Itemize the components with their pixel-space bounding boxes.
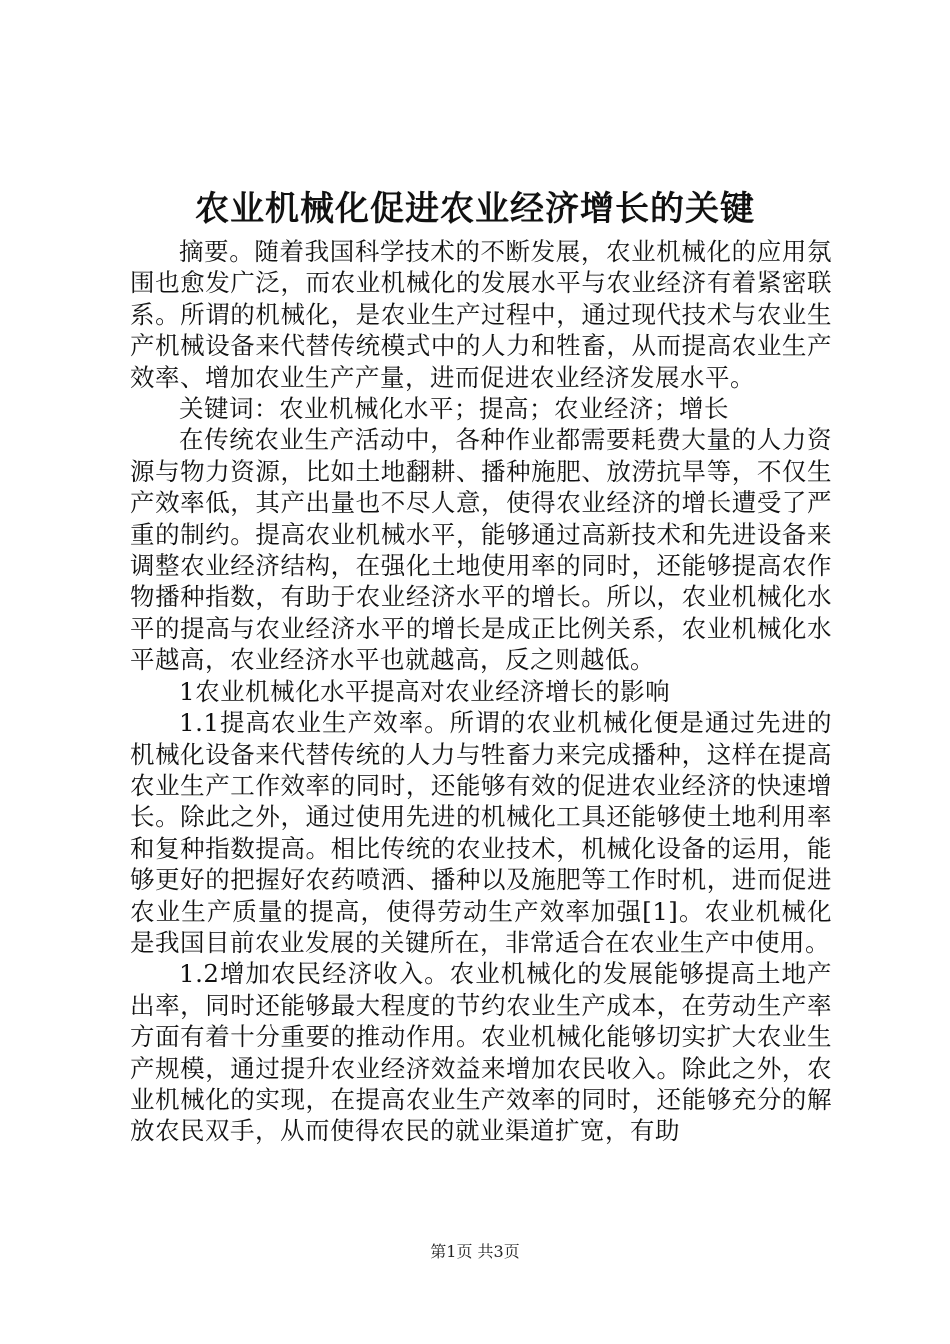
section-heading: 1农业机械化水平提高对农业经济增长的影响 xyxy=(179,676,671,706)
subsection-paragraph-1-1: 1.1提高农业生产效率。所谓的农业机械化便是通过先进的机械化设备来代替传统的人力与牲畜力来完成播种，这样在提高农业生产工作效率的同时，还能够有效的促进农业经济的快速增长。除此之外，通过使用先进的机械化工具还能够使土地利用率和复种指数提高。相比传统的农业技术，机械化设备的运用，能够更好的把握好农药喷洒、播种以及施肥等工作时机，进而促进农业生产质量的提高，使得劳动生产效率加强[1]。农业机械化是我国目前农业发展的关键所在，非常适合在农业生产中使用。 xyxy=(130,708,832,957)
keywords-paragraph: 关键词：农业机械化水平；提高；农业经济；增长 xyxy=(179,394,729,424)
document-body xyxy=(130,236,832,1147)
page-footer: 第1页 共3页 xyxy=(430,1242,520,1261)
abstract-paragraph: 摘要。随着我国科学技术的不断发展，农业机械化的应用氛围也愈发广泛，而农业机械化的发展水平与农业经济有着紧密联系。所谓的机械化，是农业生产过程中，通过现代技术与农业生产机械设备来代替传统模式中的人力和牲畜，从而提高农业生产效率、增加农业生产产量，进而促进农业经济发展水平。 xyxy=(130,237,832,392)
intro-paragraph: 在传统农业生产活动中，各种作业都需要耗费大量的人力资源与物力资源，比如土地翻耕、播种施肥、放涝抗旱等，不仅生产效率低，其产出量也不尽人意，使得农业经济的增长遭受了严重的制约。提高农业机械水平，能够通过高新技术和先进设备来调整农业经济结构，在强化土地使用率的同时，还能够提高农作物播种指数，有助于农业经济水平的增长。所以，农业机械化水平的提高与农业经济水平的增长是成正比例关系，农业机械化水平越高，农业经济水平也就越高，反之则越低。 xyxy=(130,425,832,675)
subsection-paragraph-1-2: 1.2增加农民经济收入。农业机械化的发展能够提高土地产出率，同时还能够最大程度的节约农业生产成本，在劳动生产率方面有着十分重要的推动作用。农业机械化能够切实扩大农业生产规模，通过提升农业经济效益来增加农民收入。除此之外，农业机械化的实现，在提高农业生产效率的同时，还能够充分的解放农民双手，从而使得农民的就业渠道扩宽，有助 xyxy=(130,959,832,1146)
document-title: 农业机械化促进农业经济增长的关键 xyxy=(195,189,755,229)
